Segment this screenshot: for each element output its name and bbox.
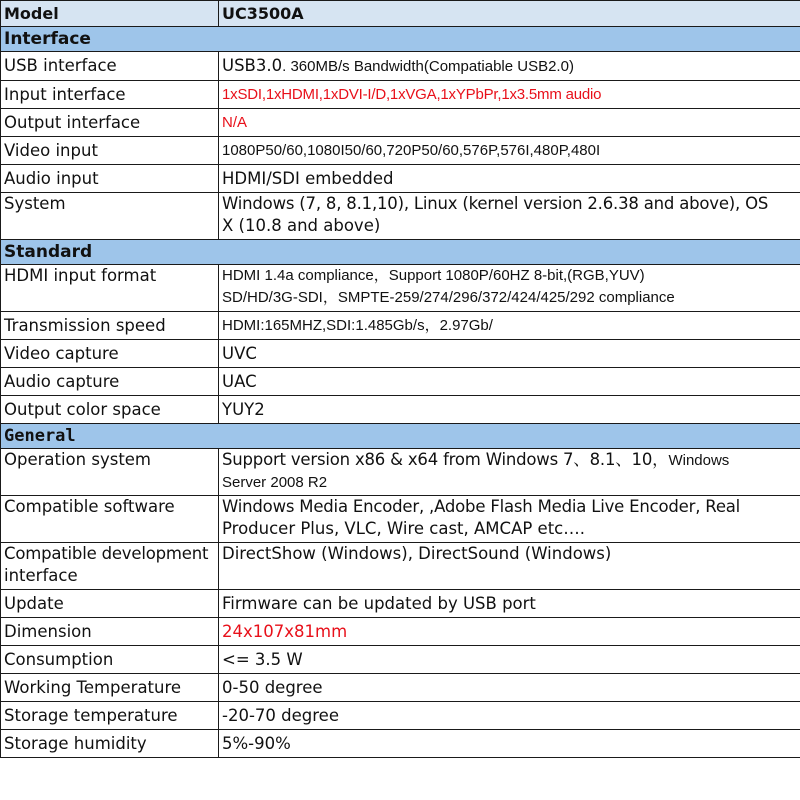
row-value: 1080P50/60,1080I50/60,720P50/60,576P,576I,480P,480I: [219, 137, 800, 165]
table-row: [1, 368, 800, 396]
row-label: Compatible development interface: [1, 543, 219, 590]
row-label: System: [1, 193, 219, 240]
header-value: UC3500A: [219, 1, 800, 27]
row-label: Update: [1, 590, 219, 618]
table-row: [1, 52, 800, 81]
row-label: HDMI input format: [1, 265, 219, 312]
row-label: Audio input: [1, 165, 219, 193]
table-row: [1, 137, 800, 165]
row-label: Compatible software: [1, 496, 219, 543]
table-row: [1, 396, 800, 424]
section-interface: [1, 27, 800, 52]
row-label: Transmission speed: [1, 312, 219, 340]
section-title: Interface: [1, 27, 800, 52]
header-label: Model: [1, 1, 219, 27]
section-general: [1, 424, 800, 449]
row-value: HDMI/SDI embedded: [219, 165, 800, 193]
row-value: DirectShow (Windows), DirectSound (Windows): [219, 543, 800, 590]
header-row: [1, 1, 800, 27]
table-row: [1, 449, 800, 496]
table-row: [1, 265, 800, 312]
row-label: Video capture: [1, 340, 219, 368]
table-row: [1, 312, 800, 340]
table-row: [1, 730, 800, 758]
section-title: General: [1, 424, 800, 449]
row-value: UVC: [219, 340, 800, 368]
row-value: 24x107x81mm: [219, 618, 800, 646]
row-label: Audio capture: [1, 368, 219, 396]
table-row: [1, 193, 800, 240]
row-label: USB interface: [1, 52, 219, 81]
table-row: [1, 618, 800, 646]
table-row: [1, 109, 800, 137]
table-row: [1, 674, 800, 702]
row-value: Firmware can be updated by USB port: [219, 590, 800, 618]
row-label: Dimension: [1, 618, 219, 646]
row-value: HDMI:165MHZ,SDI:1.485Gb/s，2.97Gb/: [219, 312, 800, 340]
table-row: [1, 702, 800, 730]
row-label: Output color space: [1, 396, 219, 424]
row-value: -20-70 degree: [219, 702, 800, 730]
table-row: [1, 646, 800, 674]
row-value: <= 3.5 W: [219, 646, 800, 674]
row-label: Storage humidity: [1, 730, 219, 758]
table-row: [1, 81, 800, 109]
row-value: HDMI 1.4a compliance，Support 1080P/60HZ 8-bit,(RGB,YUV) SD/HD/3G-SDI，SMPTE-259/274/296/372/424/425/292 compliance: [219, 265, 800, 312]
row-value: USB3.0. 360MB/s Bandwidth(Compatiable USB2.0): [219, 52, 800, 81]
table-row: [1, 543, 800, 590]
row-label: Operation system: [1, 449, 219, 496]
row-value: 5%-90%: [219, 730, 800, 758]
row-label: Input interface: [1, 81, 219, 109]
table-row: [1, 590, 800, 618]
row-label: Storage temperature: [1, 702, 219, 730]
row-value: 0-50 degree: [219, 674, 800, 702]
section-title: Standard: [1, 240, 800, 265]
row-value: YUY2: [219, 396, 800, 424]
table-row: [1, 165, 800, 193]
row-label: Output interface: [1, 109, 219, 137]
table-row: [1, 496, 800, 543]
section-standard: [1, 240, 800, 265]
row-value: UAC: [219, 368, 800, 396]
row-value: Windows (7, 8, 8.1,10), Linux (kernel version 2.6.38 and above), OS X (10.8 and above): [219, 193, 800, 240]
row-value: Support version x86 & x64 from Windows 7、8.1、10，Windows Server 2008 R2: [219, 449, 800, 496]
row-label: Working Temperature: [1, 674, 219, 702]
row-value: N/A: [219, 109, 800, 137]
row-value: Windows Media Encoder, ,Adobe Flash Media Live Encoder, Real Producer Plus, VLC, Wire cast, AMCAP etc….: [219, 496, 800, 543]
row-label: Consumption: [1, 646, 219, 674]
row-label: Video input: [1, 137, 219, 165]
table-row: [1, 340, 800, 368]
row-value: 1xSDI,1xHDMI,1xDVI-I/D,1xVGA,1xYPbPr,1x3.5mm audio: [219, 81, 800, 109]
